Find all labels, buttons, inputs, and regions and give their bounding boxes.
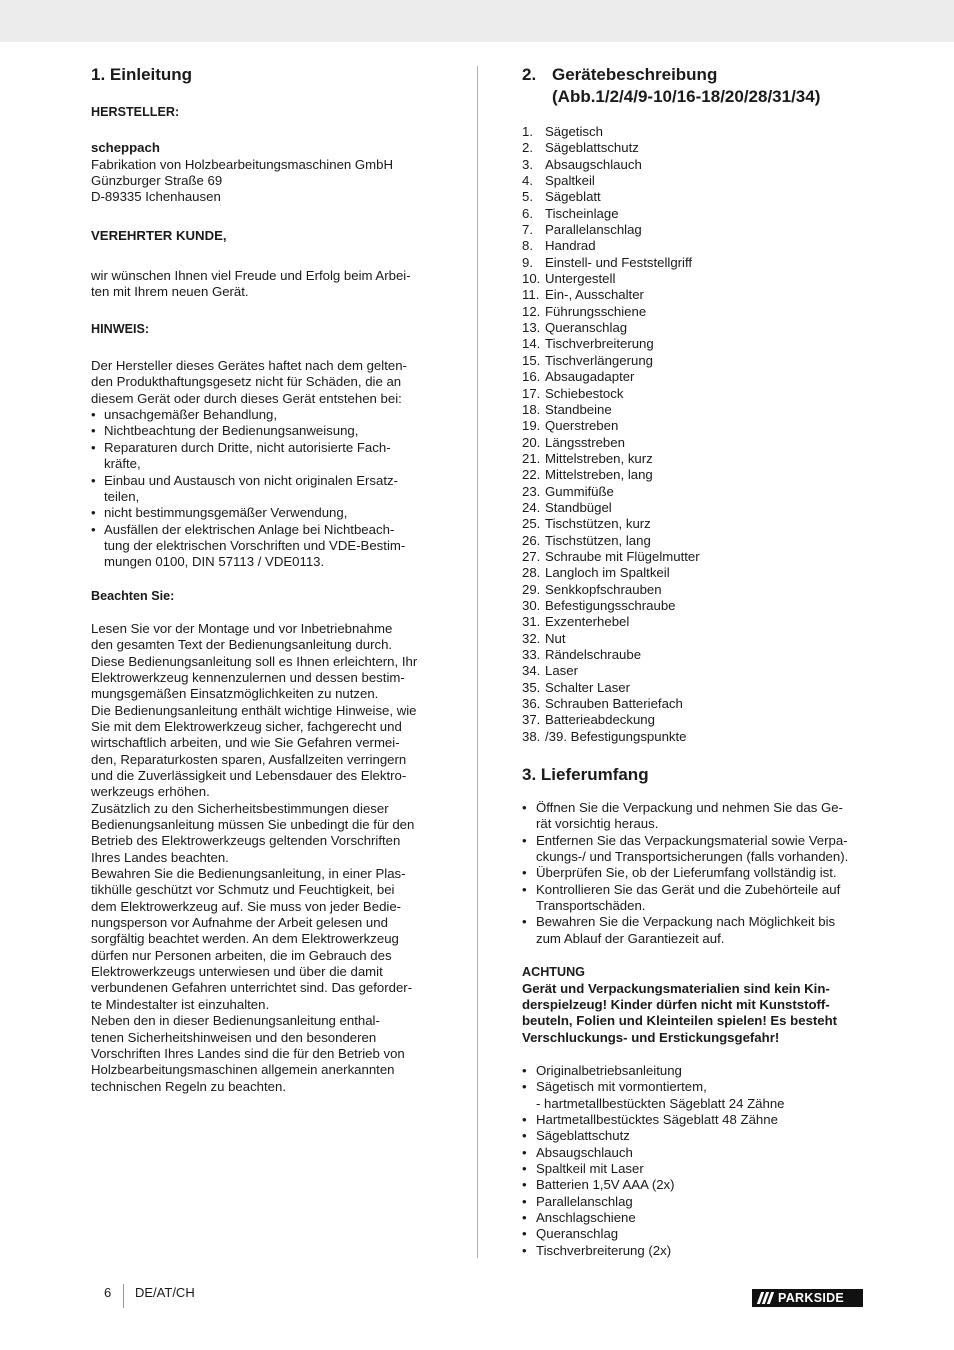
- item-number: 2.: [522, 140, 533, 156]
- text-line: derspielzeug! Kinder dürfen nicht mit Kunststoff-: [522, 996, 830, 1012]
- list-item: [522, 467, 864, 483]
- text-line: Die Bedienungsanleitung enthält wichtige Hinweise, wie: [91, 702, 417, 718]
- item-number: 31.: [522, 614, 541, 630]
- text-line: mungen 0100, DIN 57113 / VDE0113.: [104, 554, 325, 570]
- item-number: 35.: [522, 679, 541, 695]
- list-item: [522, 516, 864, 532]
- text-line: Verschluckungs- und Erstickungsgefahr!: [522, 1029, 780, 1045]
- item-number: 34.: [522, 663, 541, 679]
- warning-label: ACHTUNG: [522, 965, 585, 980]
- item-label: Spaltkeil: [545, 173, 595, 189]
- list-item: [522, 500, 864, 516]
- item-number: 18.: [522, 401, 541, 417]
- item-label: Sägeblatt: [545, 189, 601, 205]
- text-line: dem Elektrowerkzeug auf. Sie muss von jeder Bedie-: [91, 898, 402, 914]
- item-label: Tischstützen, lang: [545, 532, 651, 548]
- list-item: [522, 287, 864, 303]
- item-label: Tischstützen, kurz: [545, 516, 651, 532]
- item-number: 15.: [522, 352, 541, 368]
- text-line: Gerät und Verpackungsmaterialien sind kein Kin-: [522, 980, 830, 996]
- list-item: [522, 1128, 864, 1144]
- list-item: [522, 1177, 864, 1193]
- list-item: [522, 157, 864, 173]
- text-line: • Reparaturen durch Dritte, nicht autorisierte Fach-: [104, 439, 391, 455]
- item-number: 1.: [522, 124, 533, 139]
- list-item: [91, 473, 433, 506]
- address-line: Günzburger Straße 69: [91, 173, 223, 189]
- item-number: 6.: [522, 205, 533, 221]
- item-number: 26.: [522, 532, 541, 548]
- text-line: wirtschaftlich arbeiten, und wie Sie Gefahren vermei-: [91, 735, 400, 751]
- text-line: sorgfältig beachtet werden. An dem Elektrowerkzeug: [91, 931, 399, 947]
- text-line: • Anschlagschiene: [536, 1209, 636, 1225]
- logo-stripes-icon: [754, 1289, 776, 1307]
- text-line: • Kontrollieren Sie das Gerät und die Zubehörteile auf: [536, 881, 841, 897]
- item-label: Rändelschraube: [545, 647, 642, 662]
- list-item: [91, 522, 433, 571]
- item-label: Mittelstreben, kurz: [545, 450, 653, 466]
- section-number: 2.: [522, 65, 537, 84]
- list-item: [522, 914, 864, 947]
- address-line: Fabrikation von Holzbearbeitungsmaschinen GmbH: [91, 156, 393, 172]
- item-label: Gummifüße: [545, 483, 614, 499]
- item-number: 19.: [522, 418, 541, 434]
- manufacturer-label: HERSTELLER:: [91, 105, 180, 119]
- item-label: Mittelstreben, lang: [545, 467, 653, 483]
- text-line: nungsperson vor Aufnahme der Arbeit gelesen und: [91, 915, 388, 931]
- list-item: [522, 435, 864, 451]
- item-label: /39. Befestigungspunkte: [545, 728, 687, 744]
- text-line: ten mit Ihrem neuen Gerät.: [91, 284, 249, 300]
- address-line: D-89335 Ichenhausen: [91, 189, 221, 205]
- list-item: [522, 222, 864, 238]
- list-item: [522, 1226, 864, 1242]
- text-line: Zusätzlich zu den Sicherheitsbestimmungen dieser: [91, 800, 389, 816]
- text-line: • nicht bestimmungsgemäßer Verwendung,: [104, 505, 348, 521]
- welcome-text: [91, 268, 433, 301]
- item-number: 33.: [522, 647, 541, 662]
- list-item: [522, 1194, 864, 1210]
- item-number: 13.: [522, 320, 541, 336]
- item-label: Exzenterhebel: [545, 614, 630, 630]
- item-number: 7.: [522, 222, 533, 238]
- text-line: Elektrowerkzeugs unterwiesen und über die damit: [91, 964, 383, 980]
- item-label: Schiebestock: [545, 385, 624, 401]
- list-item: [91, 505, 433, 521]
- list-item: [522, 865, 864, 881]
- item-number: 29.: [522, 581, 541, 597]
- list-item: [522, 882, 864, 915]
- text-line: • Tischverbreiterung (2x): [536, 1242, 672, 1258]
- language-code: DE/AT/CH: [135, 1285, 195, 1300]
- heading-line: Gerätebeschreibung: [552, 65, 718, 84]
- text-line: kräfte,: [104, 456, 141, 472]
- item-number: 8.: [522, 238, 533, 254]
- item-label: Sägeblattschutz: [545, 140, 639, 156]
- item-number: 25.: [522, 516, 541, 532]
- item-label: Querstreben: [545, 418, 619, 434]
- item-number: 36.: [522, 696, 541, 712]
- item-label: Laser: [545, 663, 578, 679]
- text-line: Bewahren Sie die Bedienungsanleitung, in einer Plas-: [91, 866, 406, 882]
- item-number: 22.: [522, 467, 541, 483]
- item-number: 28.: [522, 565, 541, 581]
- list-item: [522, 1210, 864, 1226]
- note-label: HINWEIS:: [91, 321, 150, 336]
- text-line: Elektrowerkzeug kennenzulernen und dessen bestim-: [91, 669, 405, 685]
- list-item: [522, 369, 864, 385]
- list-item: [522, 140, 864, 156]
- list-item: [522, 1161, 864, 1177]
- text-line: rät vorsichtig heraus.: [536, 816, 659, 832]
- text-line: tenen Sicherheitshinweisen und den besonderen: [91, 1029, 377, 1045]
- item-number: 30.: [522, 597, 541, 613]
- item-label: Schraube mit Flügelmutter: [545, 548, 700, 564]
- text-line: wir wünschen Ihnen viel Freude und Erfolg beim Arbei-: [91, 268, 411, 284]
- text-line: • Öffnen Sie die Verpackung und nehmen Sie das Ge-: [536, 800, 843, 816]
- list-item: [522, 173, 864, 189]
- footer-separator: [123, 1284, 124, 1308]
- item-number: 37.: [522, 712, 541, 728]
- item-label: Standbeine: [545, 401, 612, 417]
- observe-body: [91, 621, 433, 1095]
- list-item: [522, 1243, 864, 1259]
- text-line: • Bewahren Sie die Verpackung nach Möglichkeit bis: [536, 914, 836, 930]
- item-label: Senkkopfschrauben: [545, 581, 662, 597]
- item-label: Batterieabdeckung: [545, 712, 655, 728]
- text-line: den Produkthaftungsgesetz nicht für Schäden, die an: [91, 374, 402, 390]
- item-number: 3.: [522, 156, 533, 172]
- list-item: [522, 124, 864, 140]
- item-number: 20.: [522, 434, 541, 450]
- list-item: [522, 1145, 864, 1161]
- list-item: [522, 320, 864, 336]
- list-item: [522, 418, 864, 434]
- list-item: [522, 833, 864, 866]
- item-number: 23.: [522, 483, 541, 499]
- text-line: • Absaugschlauch: [536, 1144, 633, 1160]
- text-line: und die Zuverlässigkeit und Lebensdauer des Elektro-: [91, 768, 407, 783]
- list-item: [522, 304, 864, 320]
- note-bullet-list: [91, 407, 433, 570]
- text-line: teilen,: [104, 488, 140, 504]
- list-item: [522, 582, 864, 598]
- text-line: zum Ablauf der Garantiezeit auf.: [536, 930, 725, 946]
- list-item: [522, 729, 864, 745]
- text-line: Der Hersteller dieses Gerätes haftet nach dem gelten-: [91, 358, 407, 374]
- brand-name: PARKSIDE: [778, 1290, 845, 1305]
- item-label: Ein-, Ausschalter: [545, 287, 644, 303]
- text-line: • Queranschlag: [536, 1226, 619, 1242]
- parkside-logo: [752, 1289, 863, 1307]
- note-intro: [91, 358, 433, 407]
- list-item: [91, 423, 433, 439]
- text-line: - hartmetallbestückten Sägeblatt 24 Zähne: [536, 1095, 785, 1111]
- text-line: • Hartmetallbestücktes Sägeblatt 48 Zähne: [536, 1111, 778, 1127]
- list-item: [522, 680, 864, 696]
- item-label: Führungsschiene: [545, 303, 647, 319]
- text-line: Lesen Sie vor der Montage und vor Inbetriebnahme: [91, 620, 393, 636]
- item-label: Untergestell: [545, 271, 616, 287]
- page-number: 6: [104, 1285, 112, 1300]
- text-line: beuteln, Folien und Kleinteilen spielen! Es besteht: [522, 1013, 838, 1029]
- list-item: [522, 206, 864, 222]
- list-item: [522, 271, 864, 287]
- item-number: 38.: [522, 728, 541, 744]
- item-number: 24.: [522, 499, 541, 515]
- item-number: 4.: [522, 173, 533, 189]
- list-item: [522, 549, 864, 565]
- item-label: Langloch im Spaltkeil: [545, 565, 670, 581]
- text-line: • Einbau und Austausch von nicht originalen Ersatz-: [104, 472, 398, 488]
- text-line: diesem Gerät oder durch dieses Gerät entstehen bei:: [91, 390, 402, 406]
- item-number: 11.: [522, 287, 540, 303]
- right-column: [522, 64, 864, 1259]
- text-line: den, Reparaturkosten sparen, Ausfallzeiten verringern: [91, 751, 407, 767]
- list-item: [522, 696, 864, 712]
- list-item: [522, 238, 864, 254]
- section-heading-device-description: [522, 64, 864, 108]
- scope-bullet-list: [522, 800, 864, 947]
- list-item: [522, 647, 864, 663]
- item-label: Längsstreben: [545, 434, 625, 450]
- item-label: Absaugadapter: [545, 369, 635, 385]
- left-column: [91, 64, 433, 1095]
- text-line: technischen Regeln zu beachten.: [91, 1078, 287, 1094]
- company-name: scheppach: [91, 140, 160, 156]
- item-label: Schrauben Batteriefach: [545, 696, 683, 712]
- item-number: 12.: [522, 303, 541, 319]
- text-line: Transportschäden.: [536, 898, 646, 914]
- text-line: Betrieb des Elektrowerkzeugs geltenden Vorschriften: [91, 833, 401, 849]
- text-line: den gesamten Text der Bedienungsanleitung durch.: [91, 637, 393, 653]
- text-line: • Batterien 1,5V AAA (2x): [536, 1177, 675, 1193]
- item-number: 14.: [522, 336, 541, 352]
- text-line: • Sägeblattschutz: [536, 1128, 630, 1144]
- item-label: Standbügel: [545, 499, 612, 515]
- list-item: [522, 255, 864, 271]
- item-number: 21.: [522, 450, 541, 466]
- item-label: Queranschlag: [545, 320, 628, 336]
- text-line: Bedienungsanleitung müssen Sie unbedingt die für den: [91, 817, 415, 833]
- list-item: [522, 1112, 864, 1128]
- item-number: 32.: [522, 630, 541, 646]
- warning-text: [522, 981, 864, 1046]
- observe-label: Beachten Sie:: [91, 588, 175, 603]
- item-label: Parallelanschlag: [545, 222, 642, 238]
- item-label: Tischeinlage: [545, 205, 619, 221]
- item-number: 17.: [522, 385, 541, 401]
- list-item: [522, 386, 864, 402]
- list-item: [522, 1063, 864, 1079]
- parts-list: [522, 124, 864, 745]
- text-line: tung der elektrischen Vorschriften und VDE-Bestim-: [104, 537, 406, 553]
- heading-line: (Abb.1/2/4/9-10/16-18/20/28/31/34): [552, 87, 821, 106]
- text-line: verbundenen Gefahren unterrichtet sind. Das geforder-: [91, 980, 413, 996]
- item-label: Nut: [545, 630, 566, 646]
- list-item: [522, 631, 864, 647]
- list-item: [91, 440, 433, 473]
- list-item: [522, 1079, 864, 1112]
- text-line: mungsgemäßen Einsatzmöglichkeiten zu nutzen.: [91, 686, 379, 702]
- section-heading-scope-of-delivery: 3. Lieferumfang: [522, 765, 649, 785]
- header-band: [0, 0, 954, 42]
- item-label: Tischverlängerung: [545, 352, 653, 368]
- text-line: Ihres Landes beachten.: [91, 849, 229, 865]
- item-label: Sägetisch: [545, 124, 603, 139]
- text-line: werkzeugs erhöhen.: [91, 784, 210, 800]
- item-label: Handrad: [545, 238, 596, 254]
- contents-list: [522, 1063, 864, 1259]
- list-item: [522, 712, 864, 728]
- list-item: [522, 663, 864, 679]
- list-item: [522, 336, 864, 352]
- text-line: • Nichtbeachtung der Bedienungsanweisung,: [104, 423, 359, 439]
- text-line: • Entfernen Sie das Verpackungsmaterial sowie Verpa-: [536, 832, 848, 848]
- list-item: [522, 353, 864, 369]
- text-line: ckungs-/ und Transportsicherungen (falls vorhanden).: [536, 849, 849, 865]
- greeting: VEREHRTER KUNDE,: [91, 227, 227, 243]
- text-line: Holzbearbeitungsmaschinen allgemein anerkannten: [91, 1062, 395, 1078]
- column-divider: [477, 66, 478, 1258]
- list-item: [522, 484, 864, 500]
- text-line: Sie mit dem Elektrowerkzeug sicher, fachgerecht und: [91, 718, 402, 734]
- text-line: dürfen nur Personen arbeiten, die im Gebrauch des: [91, 947, 392, 963]
- list-item: [91, 407, 433, 423]
- item-number: 5.: [522, 189, 533, 205]
- list-item: [522, 533, 864, 549]
- text-line: tikhülle geschützt vor Schmutz und Feuchtigkeit, bei: [91, 882, 395, 898]
- section-heading-introduction: 1. Einleitung: [91, 65, 193, 84]
- text-line: • Parallelanschlag: [536, 1193, 633, 1209]
- text-line: • unsachgemäßer Behandlung,: [104, 407, 278, 423]
- list-item: [522, 451, 864, 467]
- text-line: • Spaltkeil mit Laser: [536, 1160, 644, 1176]
- item-label: Tischverbreiterung: [545, 336, 654, 352]
- item-number: 16.: [522, 369, 541, 385]
- list-item: [522, 598, 864, 614]
- item-number: 10.: [522, 271, 541, 287]
- text-line: te Mindestalter ist einzuhalten.: [91, 996, 270, 1012]
- text-line: • Überprüfen Sie, ob der Lieferumfang vollständig ist.: [536, 865, 837, 881]
- text-line: • Ausfällen der elektrischen Anlage bei Nichtbeach-: [104, 521, 395, 537]
- list-item: [522, 189, 864, 205]
- item-number: 27.: [522, 548, 541, 564]
- text-line: Vorschriften Ihres Landes sind die für den Betrieb von: [91, 1045, 405, 1061]
- text-line: • Sägetisch mit vormontiertem,: [536, 1079, 707, 1095]
- item-label: Befestigungsschraube: [545, 597, 676, 613]
- item-label: Schalter Laser: [545, 679, 631, 695]
- list-item: [522, 565, 864, 581]
- item-label: Absaugschlauch: [545, 156, 642, 172]
- text-line: • Originalbetriebsanleitung: [536, 1062, 682, 1078]
- item-label: Einstell- und Feststellgriff: [545, 254, 693, 270]
- text-line: Neben den in dieser Bedienungsanleitung enthal-: [91, 1013, 380, 1029]
- list-item: [522, 402, 864, 418]
- item-number: 9.: [522, 254, 533, 270]
- list-item: [522, 800, 864, 833]
- text-line: Diese Bedienungsanleitung soll es Ihnen erleichtern, Ihr: [91, 653, 418, 669]
- list-item: [522, 614, 864, 630]
